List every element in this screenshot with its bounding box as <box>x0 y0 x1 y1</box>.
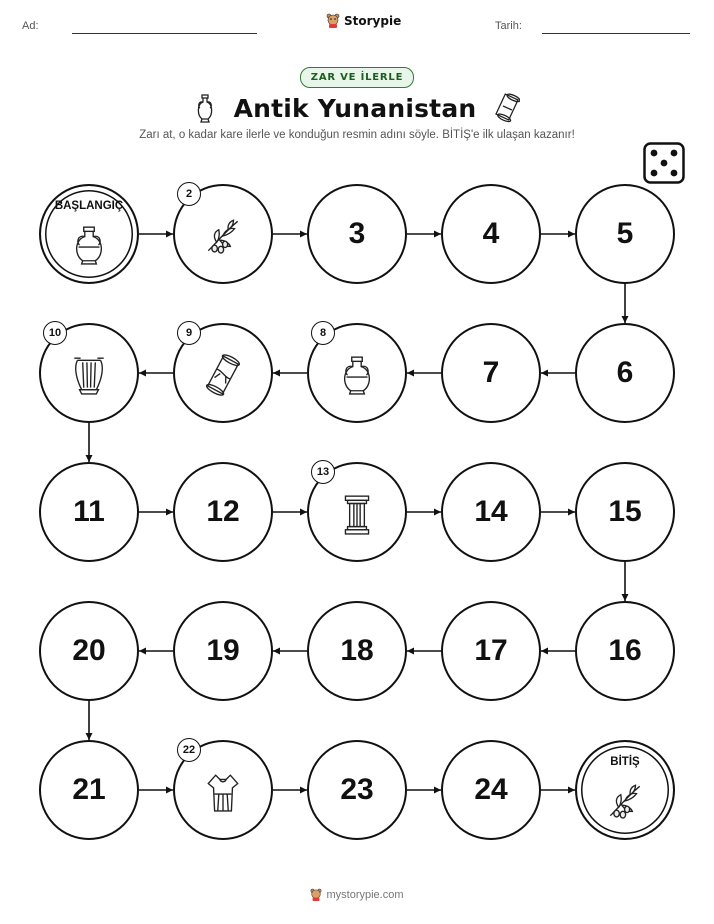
olive-branch-icon <box>604 780 646 822</box>
footer-url[interactable]: mystorypie.com <box>326 889 404 901</box>
square-number-badge: 2 <box>177 182 201 206</box>
square-number: 24 <box>474 773 508 806</box>
scroll-icon <box>202 354 244 396</box>
arrow-head-19 <box>86 733 93 740</box>
arrow-head-20 <box>166 787 173 794</box>
square-number-badge: 8 <box>311 321 335 345</box>
arrow-head-5 <box>541 370 548 377</box>
square-number: 17 <box>474 634 508 667</box>
date-line[interactable] <box>542 33 690 34</box>
footer <box>0 888 714 902</box>
square-12[interactable] <box>173 462 273 562</box>
square-number-badge: 13 <box>311 460 335 484</box>
square-number: 14 <box>474 495 508 528</box>
finish-square-label: BİTİŞ <box>610 756 640 768</box>
square-18[interactable] <box>307 601 407 701</box>
start-square-label: BAŞLANGIÇ <box>54 200 124 212</box>
square-7[interactable] <box>441 323 541 423</box>
square-13[interactable] <box>307 462 407 562</box>
square-number: 21 <box>72 773 106 806</box>
square-20[interactable] <box>39 601 139 701</box>
square-11[interactable] <box>39 462 139 562</box>
square-number: 18 <box>340 634 374 667</box>
square-6[interactable] <box>575 323 675 423</box>
square-number-badge: 9 <box>177 321 201 345</box>
arrow-head-10 <box>166 509 173 516</box>
square-number: 7 <box>482 356 500 389</box>
bear-mascot-icon <box>326 13 340 29</box>
square-number: 12 <box>206 495 240 528</box>
square-17[interactable] <box>441 601 541 701</box>
instructions: Zarı at, o kadar kare ilerle ve konduğun resmin adını söyle. BİTİŞ'e ilk ulaşan kazanır! <box>139 129 575 141</box>
bear-mascot-icon <box>310 888 322 902</box>
column-icon <box>336 493 378 535</box>
arrow-head-12 <box>434 509 441 516</box>
arrow-head-2 <box>434 231 441 238</box>
arrow-head-17 <box>273 648 280 655</box>
name-label: Ad: <box>22 20 39 32</box>
square-number: 4 <box>482 217 500 250</box>
brand-name: Storypie <box>344 14 402 28</box>
square-number: 11 <box>73 495 105 528</box>
square-4[interactable] <box>441 184 541 284</box>
arrow-head-9 <box>86 455 93 462</box>
name-line[interactable] <box>72 33 257 34</box>
arrow-head-3 <box>568 231 575 238</box>
square-number: 6 <box>616 356 634 389</box>
square-2[interactable] <box>173 184 273 284</box>
game-type-badge: ZAR VE İLERLE <box>300 67 414 88</box>
square-9[interactable] <box>173 323 273 423</box>
arrow-head-13 <box>568 509 575 516</box>
arrow-head-15 <box>541 648 548 655</box>
square-8[interactable] <box>307 323 407 423</box>
brand-logo <box>326 13 401 29</box>
square-number: 20 <box>72 634 106 667</box>
square-number: 16 <box>608 634 642 667</box>
square-number-badge: 10 <box>43 321 67 345</box>
arrow-head-8 <box>139 370 146 377</box>
arrow-head-14 <box>622 594 629 601</box>
arrow-head-11 <box>300 509 307 516</box>
finish-square[interactable] <box>575 740 675 840</box>
square-3[interactable] <box>307 184 407 284</box>
arrow-head-22 <box>434 787 441 794</box>
square-10[interactable] <box>39 323 139 423</box>
square-14[interactable] <box>441 462 541 562</box>
die-icon[interactable] <box>643 142 685 184</box>
square-21[interactable] <box>39 740 139 840</box>
square-number: 5 <box>616 217 634 250</box>
lyre-icon <box>68 354 110 396</box>
olive-branch-icon <box>202 215 244 257</box>
amphora-icon <box>336 354 378 396</box>
arrow-head-23 <box>568 787 575 794</box>
start-square[interactable] <box>39 184 139 284</box>
square-19[interactable] <box>173 601 273 701</box>
square-number-badge: 22 <box>177 738 201 762</box>
square-24[interactable] <box>441 740 541 840</box>
arrow-head-6 <box>407 370 414 377</box>
date-label: Tarih: <box>495 20 522 32</box>
chiton-icon <box>202 771 244 813</box>
arrow-head-0 <box>166 231 173 238</box>
square-5[interactable] <box>575 184 675 284</box>
amphora-icon <box>68 224 110 266</box>
square-number: 23 <box>340 773 374 806</box>
arrow-head-21 <box>300 787 307 794</box>
page-title: Antik Yunanistan <box>233 93 477 123</box>
arrow-head-1 <box>300 231 307 238</box>
scroll-icon <box>494 92 520 124</box>
arrow-head-7 <box>273 370 280 377</box>
arrow-head-16 <box>407 648 414 655</box>
arrow-head-18 <box>139 648 146 655</box>
square-number: 19 <box>206 634 240 667</box>
square-22[interactable] <box>173 740 273 840</box>
amphora-icon <box>194 93 216 123</box>
square-number: 3 <box>348 217 366 250</box>
square-23[interactable] <box>307 740 407 840</box>
arrow-head-4 <box>622 316 629 323</box>
square-number: 15 <box>608 495 642 528</box>
square-15[interactable] <box>575 462 675 562</box>
square-16[interactable] <box>575 601 675 701</box>
